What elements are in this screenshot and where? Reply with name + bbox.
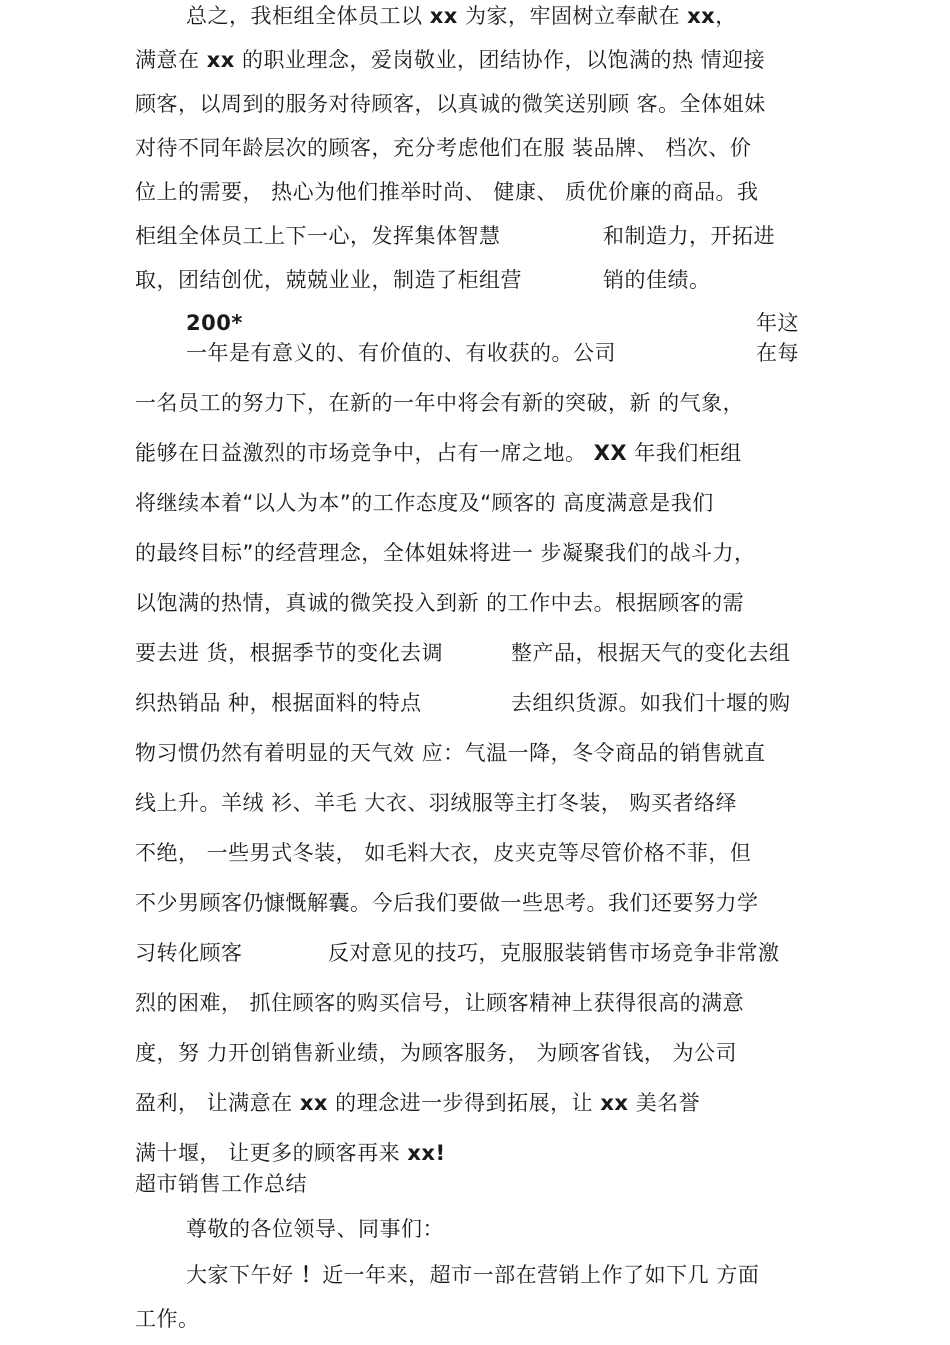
para2-line-7: 要去进 货，根据季节的变化去调 整产品，根据天气的变化去组 xyxy=(135,641,791,665)
para2-line-14: 烈的困难， 抓住顾客的购买信号，让顾客精神上获得很高的满意 xyxy=(135,991,745,1015)
para1-line-2: 满意在 xx 的职业理念，爱岗敬业，团结协作，以饱满的热 情迎接 xyxy=(135,48,766,72)
intro-line-1: 大家下午好 ！近一年来，超市一部在营销上作了如下几 方面 xyxy=(186,1263,760,1287)
para1-line-5: 位上的需要， 热心为他们推举时尚、 健康、 质优价廉的商品。我 xyxy=(135,180,759,204)
para1-line-7: 取，团结创优，兢兢业业，制造了柜组营 销的佳绩。 xyxy=(135,268,711,292)
para1-line-6: 柜组全体员工上下一心，发挥集体智慧 和制造力，开拓进 xyxy=(135,224,775,248)
para2-line-5: 的最终目标”的经营理念，全体姐妹将进一 步凝聚我们的战斗力， xyxy=(135,541,756,565)
para2-line-15: 度，努 力开创销售新业绩，为顾客服务， 为顾客省钱， 为公司 xyxy=(135,1041,738,1065)
para2-line-8: 织热销品 种，根据面料的特点 去组织货源。如我们十堰的购 xyxy=(135,691,791,715)
para1-line-3: 顾客，以周到的服务对待顾客，以真诚的微笑送别顾 客。全体姐妹 xyxy=(135,92,766,116)
para2-year-line: 200* 年这 xyxy=(186,311,799,335)
intro-line-2: 工作。 xyxy=(135,1307,200,1331)
section-title: 超市销售工作总结 xyxy=(135,1172,307,1196)
para2-line-16: 盈利， 让满意在 xx 的理念进一步得到拓展，让 xx 美名誉 xyxy=(135,1091,701,1115)
para2-line-13: 习转化顾客 反对意见的技巧，克服服装销售市场竞争非常激 xyxy=(135,941,780,965)
para1-line-1: 总之，我柜组全体员工以 xx 为家，牢固树立奉献在 xx， xyxy=(186,4,737,28)
para2-line-12: 不少男顾客仍慷慨解囊。今后我们要做一些思考。我们还要努力学 xyxy=(135,891,759,915)
para2-line-2: 一名员工的努力下，在新的一年中将会有新的突破，新 的气象， xyxy=(135,391,745,415)
para2-line-10: 线上升。羊绒 衫、羊毛 大衣、羽绒服等主打冬装， 购买者络绎 xyxy=(135,791,738,815)
para2-line-1: 一年是有意义的、有价值的、有收获的。公司 在每 xyxy=(186,341,799,365)
para2-line-4: 将继续本着“以人为本”的工作态度及“顾客的 高度满意是我们 xyxy=(135,491,714,515)
greeting: 尊敬的各位领导、同事们： xyxy=(186,1217,444,1241)
para2-line-17: 满十堰， 让更多的顾客再来 xx! xyxy=(135,1141,446,1165)
para2-line-9: 物习惯仍然有着明显的天气效 应：气温一降，冬令商品的销售就直 xyxy=(135,741,766,765)
para2-line-6: 以饱满的热情，真诚的微笑投入到新 的工作中去。根据顾客的需 xyxy=(135,591,745,615)
para2-line-3: 能够在日益激烈的市场竞争中，占有一席之地。 XX 年我们柜组 xyxy=(135,441,742,465)
para1-line-4: 对待不同年龄层次的顾客，充分考虑他们在服 装品牌、 档次、价 xyxy=(135,136,752,160)
para2-line-11: 不绝， 一些男式冬装， 如毛料大衣，皮夹克等尽管价格不菲，但 xyxy=(135,841,752,865)
